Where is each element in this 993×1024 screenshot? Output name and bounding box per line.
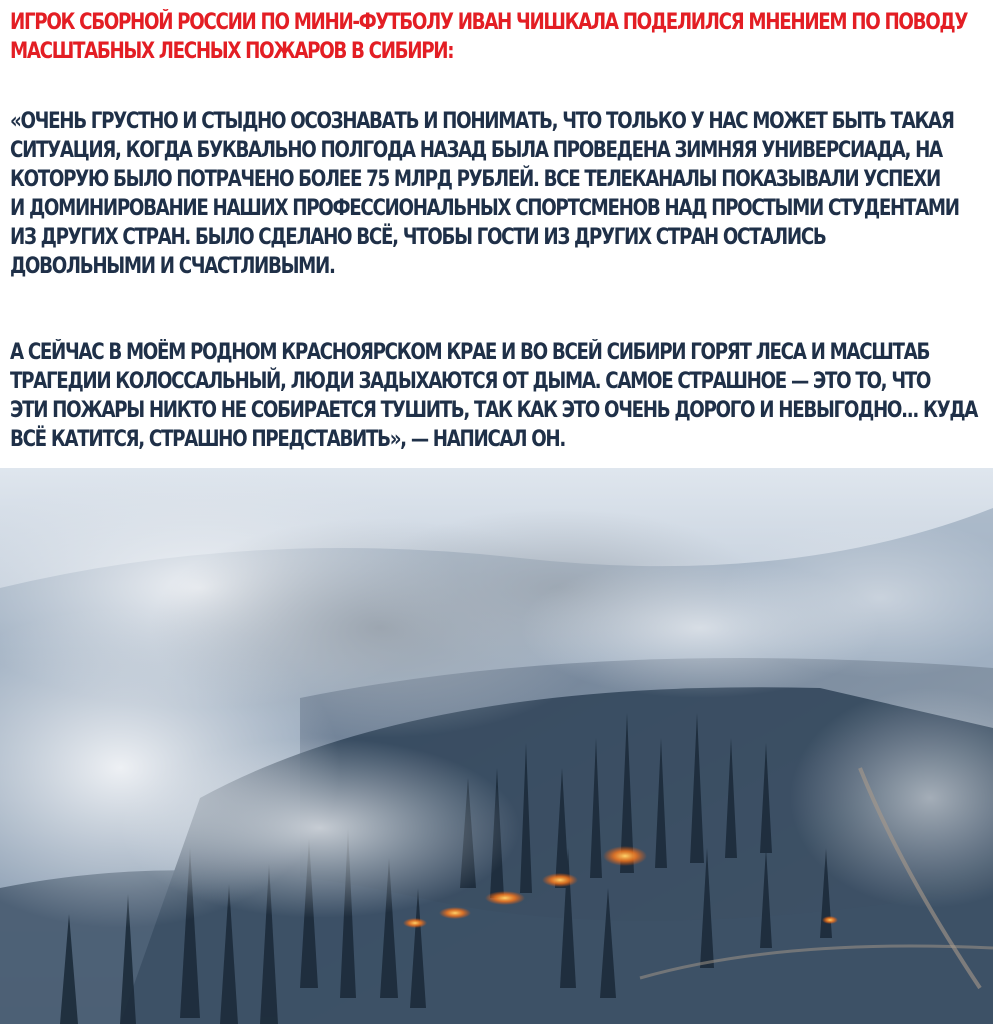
quote-line: А СЕЙЧАС В МОЁМ РОДНОМ КРАСНОЯРСКОМ КРАЕ И ВО ВСЕЙ СИБИРИ ГОРЯТ ЛЕСА И МАСШТАБ	[10, 340, 930, 365]
quote-line: ТРАГЕДИИ КОЛОССАЛЬНЫЙ, ЛЮДИ ЗАДЫХАЮТСЯ ОТ ДЫМА. САМОЕ СТРАШНОЕ — ЭТО ТО, ЧТО	[10, 369, 931, 394]
quote-line: И ДОМИНИРОВАНИЕ НАШИХ ПРОФЕССИОНАЛЬНЫХ СПОРТСМЕНОВ НАД ПРОСТЫМИ СТУДЕНТАМИ	[10, 196, 959, 221]
quote-line: ИЗ ДРУГИХ СТРАН. БЫЛО СДЕЛАНО ВСЁ, ЧТОБЫ ГОСТИ ИЗ ДРУГИХ СТРАН ОСТАЛИСЬ	[10, 225, 826, 250]
quote-line: ЭТИ ПОЖАРЫ НИКТО НЕ СОБИРАЕТСЯ ТУШИТЬ, ТАК КАК ЭТО ОЧЕНЬ ДОРОГО И НЕВЫГОДНО... КУДА	[10, 398, 978, 423]
quote-paragraph-1	[10, 107, 959, 281]
quote-line: ВСЁ КАТИТСЯ, СТРАШНО ПРЕДСТАВИТЬ», — НАПИСАЛ ОН.	[10, 427, 565, 452]
quote-line: ДОВОЛЬНЫМИ И СЧАСТЛИВЫМИ.	[10, 254, 335, 279]
quote-line: «ОЧЕНЬ ГРУСТНО И СТЫДНО ОСОЗНАВАТЬ И ПОНИМАТЬ, ЧТО ТОЛЬКО У НАС МОЖЕТ БЫТЬ ТАКАЯ	[10, 109, 954, 134]
quote-line: КОТОРУЮ БЫЛО ПОТРАЧЕНО БОЛЕЕ 75 МЛРД РУБЛЕЙ. ВСЕ ТЕЛЕКАНАЛЫ ПОКАЗЫВАЛИ УСПЕХИ	[10, 167, 940, 192]
headline	[10, 8, 968, 66]
quote-paragraph-2	[10, 338, 978, 454]
forest-fire-photo	[0, 468, 993, 1024]
headline-line: ИГРОК СБОРНОЙ РОССИИ ПО МИНИ-ФУТБОЛУ ИВАН ЧИШКАЛА ПОДЕЛИЛСЯ МНЕНИЕМ ПО ПОВОДУ	[10, 10, 968, 35]
post-text-area	[0, 0, 993, 468]
headline-line: МАСШТАБНЫХ ЛЕСНЫХ ПОЖАРОВ В СИБИРИ:	[10, 39, 454, 64]
forest-fire-illustration	[0, 468, 993, 1024]
quote-line: СИТУАЦИЯ, КОГДА БУКВАЛЬНО ПОЛГОДА НАЗАД БЫЛА ПРОВЕДЕНА ЗИМНЯЯ УНИВЕРСИАДА, НА	[10, 138, 942, 163]
